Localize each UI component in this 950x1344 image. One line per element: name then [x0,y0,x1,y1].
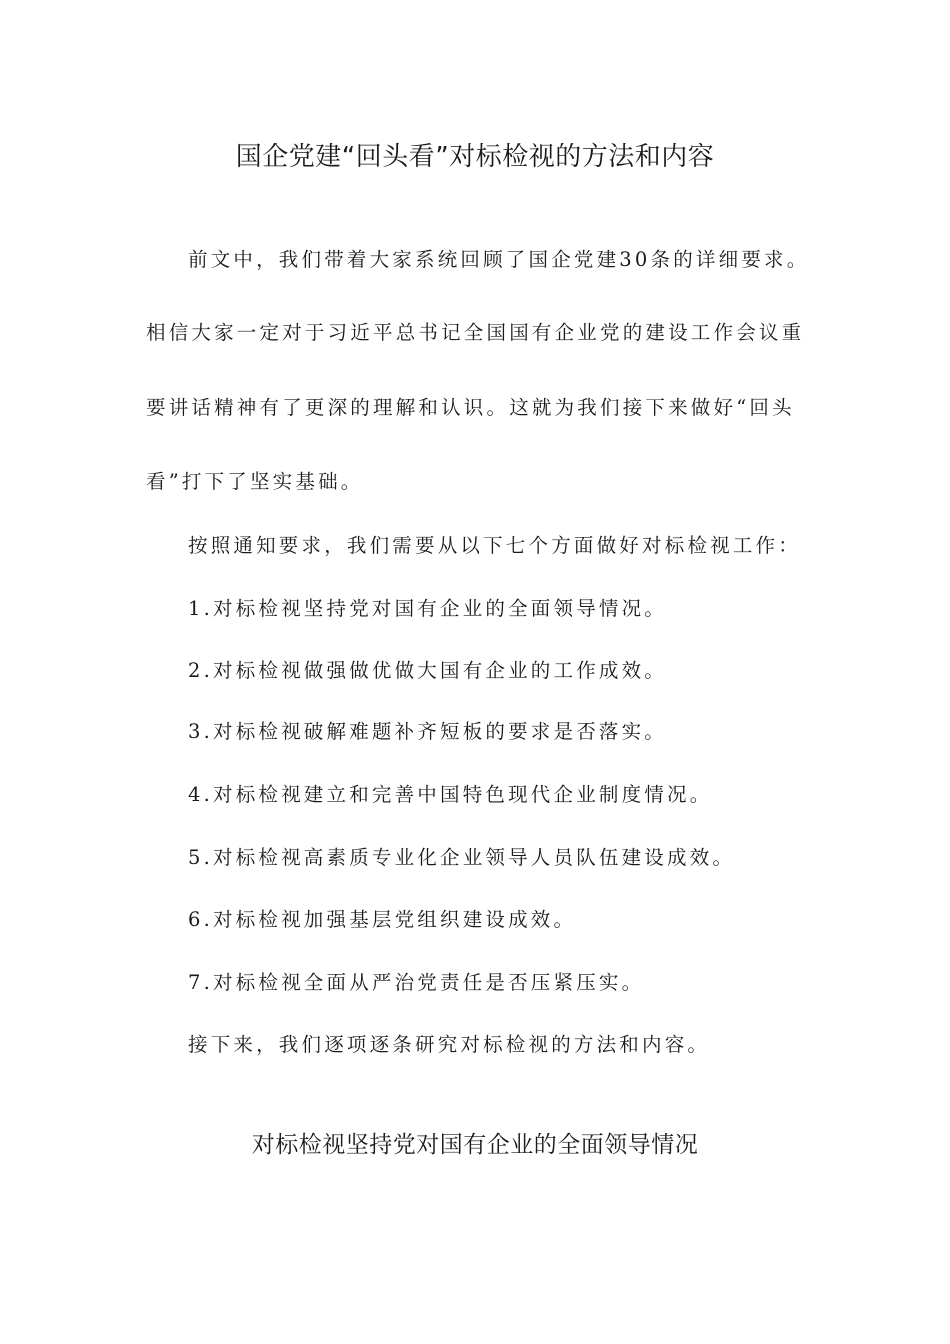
lead-in-paragraph: 按照通知要求，我们需要从以下七个方面做好对标检视工作： [188,534,801,557]
closing-paragraph: 接下来，我们逐项逐条研究对标检视的方法和内容。 [188,1033,711,1056]
list-item: 2.对标检视做强做优做大国有企业的工作成效。 [188,659,668,682]
list-item: 7.对标检视全面从严治党责任是否压紧压实。 [188,971,645,994]
intro-line: 看”打下了坚实基础。 [146,470,364,493]
list-item: 4.对标检视建立和完善中国特色现代企业制度情况。 [188,783,713,806]
section-heading: 对标检视坚持党对国有企业的全面领导情况 [251,1132,699,1158]
list-item: 3.对标检视破解难题补齐短板的要求是否落实。 [188,720,668,743]
intro-line: 相信大家一定对于习近平总书记全国国有企业党的建设工作会议重 [146,321,805,344]
list-item: 5.对标检视高素质专业化企业领导人员队伍建设成效。 [188,846,736,869]
intro-line: 前文中，我们带着大家系统回顾了国企党建30条的详细要求。 [188,248,810,271]
list-item: 6.对标检视加强基层党组织建设成效。 [188,908,577,931]
document-title: 国企党建“回头看”对标检视的方法和内容 [235,142,715,172]
list-item: 1.对标检视坚持党对国有企业的全面领导情况。 [188,597,668,620]
intro-line: 要讲话精神有了更深的理解和认识。这就为我们接下来做好“回头 [146,396,795,419]
